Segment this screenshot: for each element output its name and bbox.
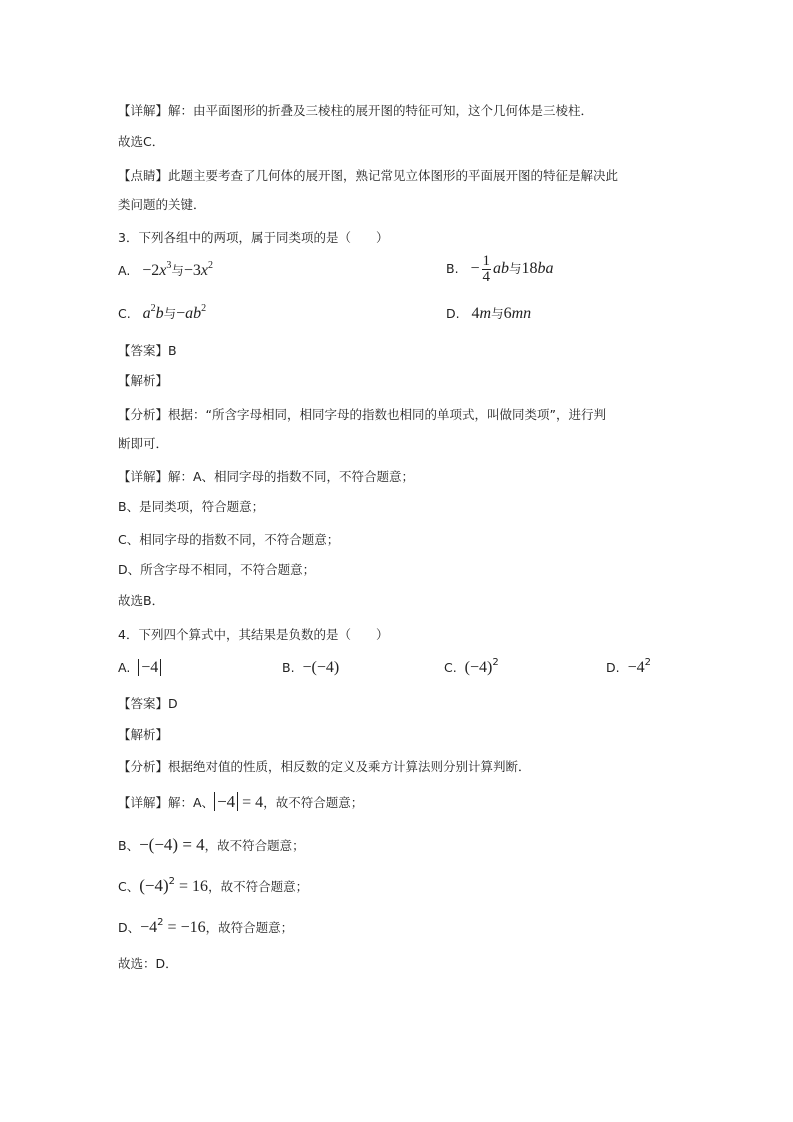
q3-conclusion: 故选B． [118, 593, 165, 608]
comment-text: 【点睛】此题主要考查了几何体的展开图，熟记常见立体图形的平面展开图的特征是解决此 [118, 168, 619, 183]
q4-option-a: A. −4 [118, 659, 161, 677]
q4-conclusion: 故选：D． [118, 956, 178, 971]
q3-option-b: B. − $\frac{1}{4}$ ab与18ba [446, 253, 554, 285]
q3-analysis-cont: 断即可． [118, 436, 169, 451]
q3-detail-b: B、是同类项，符合题意； [118, 499, 265, 514]
q4-analysis-heading: 【解析】 [118, 727, 169, 742]
detail-text: 【详解】解：由平面图形的折叠及三棱柱的展开图的特征可知，这个几何体是三棱柱． [118, 103, 594, 118]
fraction: $\frac{1}{4}$ [482, 253, 491, 285]
q3-analysis-heading: 【解析】 [118, 373, 169, 388]
q4-option-d: D. $-4^2$ [606, 657, 651, 676]
q3-answer: 【答案】B [118, 343, 177, 358]
q4-detail-a: 【详解】解：A、 −4 = 4，故不符合题意； [118, 792, 364, 811]
q3-analysis: 【分析】根据：“所含字母相同，相同字母的指数也相同的单项式，叫做同类项”，进行判 [118, 407, 606, 422]
q3-detail-d: D、所含字母不相同，不符合题意； [118, 562, 316, 577]
q4-analysis: 【分析】根据绝对值的性质，相反数的定义及乘方计算法则分别计算判断． [118, 759, 531, 774]
q3-option-c: C. $a^2b$与$-ab^2$ [118, 303, 207, 322]
question-4: 4．下列四个算式中，其结果是负数的是（ ） [118, 627, 389, 642]
q4-option-b: B. −(−4) [282, 659, 340, 676]
comment-text-cont: 类问题的关键． [118, 197, 206, 212]
q4-detail-c: C、$(-4)^2 = 16$，故不符合题意； [118, 876, 309, 895]
q3-option-a: A. $-2x^3$与$-3x^2$ [118, 260, 214, 279]
q3-detail-a: 【详解】解：A、相同字母的指数不同，不符合题意； [118, 469, 415, 484]
q3-option-d: D. 4m与6mn [446, 305, 532, 322]
q4-answer: 【答案】D [118, 696, 178, 711]
q4-option-c: C. $(-4)^2$ [444, 657, 499, 676]
q3-detail-c: C、相同字母的指数不同，不符合题意； [118, 532, 340, 547]
q4-detail-d: D、$-4^2 = -16$，故符合题意； [118, 917, 294, 936]
choice-text: 故选C． [118, 134, 165, 149]
q4-detail-b: B、−(−4) = 4，故不符合题意； [118, 835, 305, 854]
question-3: 3．下列各组中的两项，属于同类项的是（ ） [118, 230, 389, 245]
